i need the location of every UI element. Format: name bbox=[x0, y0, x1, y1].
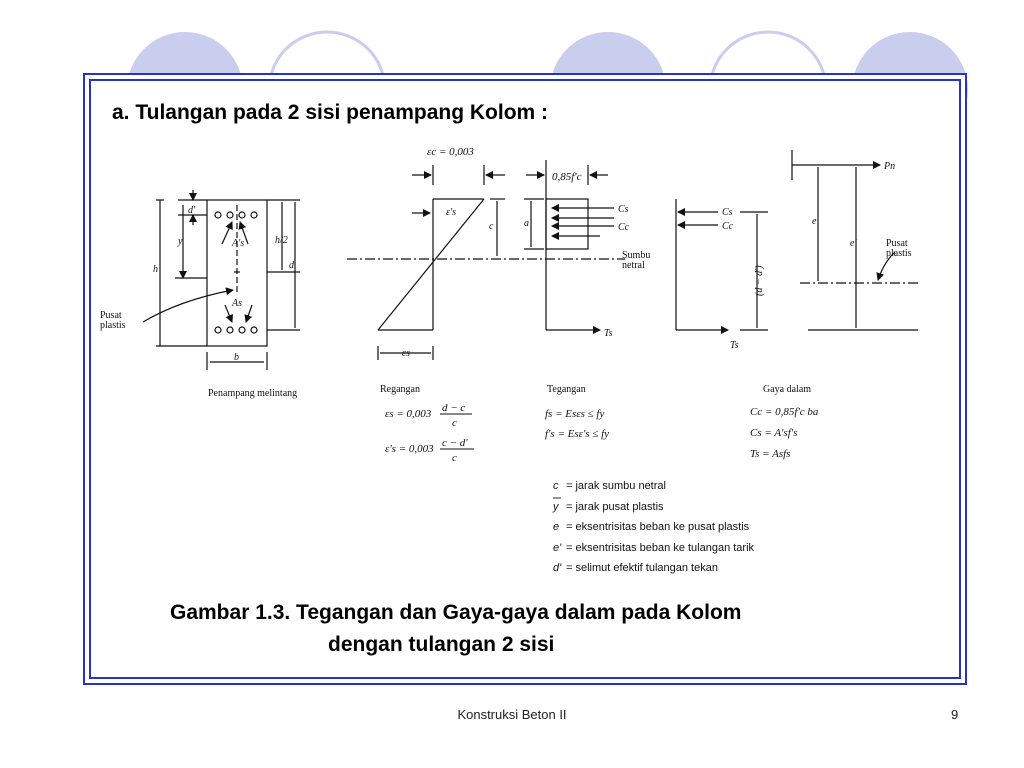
label-plastis-left: plastis bbox=[100, 320, 126, 331]
rebar-top-2 bbox=[227, 212, 233, 218]
label-e-prime: e' bbox=[850, 238, 857, 249]
label-netral: netral bbox=[622, 260, 645, 271]
label-sumbu: Sumbu bbox=[622, 250, 651, 261]
label-h2: h/2 bbox=[275, 235, 288, 246]
label-force-Ts: Ts bbox=[730, 340, 739, 351]
label-stress-Cs: Cs bbox=[618, 204, 629, 215]
figure-caption-line-2: dengan tulangan 2 sisi bbox=[328, 633, 555, 656]
eq-strain-1-num: d − c bbox=[442, 402, 466, 414]
stress-diagram bbox=[524, 160, 614, 330]
label-Pn: Pn bbox=[884, 161, 896, 172]
eq-force-1: Cc = 0,85f'c ba bbox=[750, 406, 819, 418]
legend-sym-3: e' bbox=[553, 542, 562, 554]
caption-cross-section: Penampang melintang bbox=[208, 388, 298, 399]
label-stress-Cc: Cc bbox=[618, 222, 630, 233]
eq-force-3: Ts = Asfs bbox=[750, 448, 791, 460]
legend-desc-4: = selimut efektif tulangan tekan bbox=[566, 562, 718, 574]
label-ec-top: εc = 0,003 bbox=[427, 146, 474, 158]
eq-strain-2-den: c bbox=[452, 452, 457, 464]
rebar-bot-3 bbox=[239, 327, 245, 333]
label-d: d bbox=[289, 260, 294, 271]
legend-sym-4: d' bbox=[553, 562, 562, 574]
caption-gaya-dalam: Gaya dalam bbox=[763, 384, 812, 395]
legend-desc-3: = eksentrisitas beban ke tulangan tarik bbox=[566, 542, 755, 554]
eq-stress-2: f's = Esε's ≤ fy bbox=[545, 428, 610, 440]
label-b: b bbox=[234, 352, 239, 363]
rebar-bot-4 bbox=[251, 327, 257, 333]
label-085fc: 0,85f'c bbox=[552, 171, 582, 183]
strain-diagram bbox=[347, 165, 625, 360]
eq-strain-1-den: c bbox=[452, 417, 457, 429]
eq-stress-1: fs = Esεs ≤ fy bbox=[545, 408, 605, 420]
eq-strain-2-num: c − d' bbox=[442, 437, 468, 449]
cross-section bbox=[143, 190, 300, 370]
caption-regangan: Regangan bbox=[380, 384, 420, 395]
eq-strain-1-lhs: εs = 0,003 bbox=[385, 408, 432, 420]
footer-page-number: 9 bbox=[951, 707, 959, 722]
label-y-bar: y bbox=[178, 236, 183, 247]
internal-forces-diagram bbox=[676, 199, 768, 330]
label-a: a bbox=[524, 218, 529, 229]
rebar-top-3 bbox=[239, 212, 245, 218]
label-plastis-right: plastis bbox=[886, 248, 912, 259]
label-pusat-right: Pusat bbox=[886, 238, 908, 249]
rebar-top-1 bbox=[215, 212, 221, 218]
rebar-bot-2 bbox=[227, 327, 233, 333]
legend-desc-1: = jarak pusat plastis bbox=[566, 501, 664, 513]
rebar-bot-1 bbox=[215, 327, 221, 333]
label-d-minus-dprime: (d − d') bbox=[754, 265, 765, 296]
slide-title: a. Tulangan pada 2 sisi penampang Kolom : bbox=[112, 101, 549, 124]
caption-tegangan: Tegangan bbox=[547, 384, 586, 395]
legend-sym-0: c bbox=[553, 480, 559, 492]
rebar-top-4 bbox=[251, 212, 257, 218]
legend-sym-1: y bbox=[553, 501, 559, 513]
label-pusat-left: Pusat bbox=[100, 310, 122, 321]
footer-course-name: Konstruksi Beton II bbox=[457, 707, 567, 722]
symbol-legend bbox=[552, 480, 755, 574]
label-As-prime: A's bbox=[232, 238, 245, 249]
label-force-Cc: Cc bbox=[722, 221, 734, 232]
label-force-Cs: Cs bbox=[722, 207, 733, 218]
legend-desc-0: = jarak sumbu netral bbox=[566, 480, 666, 492]
column-stress-diagram bbox=[90, 140, 930, 590]
label-d-prime: d' bbox=[188, 205, 196, 216]
label-h: h bbox=[153, 264, 158, 275]
legend-sym-2: e bbox=[553, 521, 560, 533]
eq-strain-2-lhs: ε's = 0,003 bbox=[385, 443, 434, 455]
figure-caption-line-1: Gambar 1.3. Tegangan dan Gaya-gaya dalam pada Kolom bbox=[170, 601, 742, 624]
label-e: e bbox=[812, 216, 817, 227]
eq-force-2: Cs = A'sf's bbox=[750, 427, 798, 439]
label-As: As bbox=[232, 298, 242, 309]
label-c: c bbox=[489, 221, 494, 232]
label-es: εs bbox=[402, 348, 410, 359]
legend-desc-2: = eksentrisitas beban ke pusat plastis bbox=[566, 521, 750, 533]
label-es-prime: ε's bbox=[446, 207, 456, 218]
label-stress-Ts: Ts bbox=[604, 328, 613, 339]
